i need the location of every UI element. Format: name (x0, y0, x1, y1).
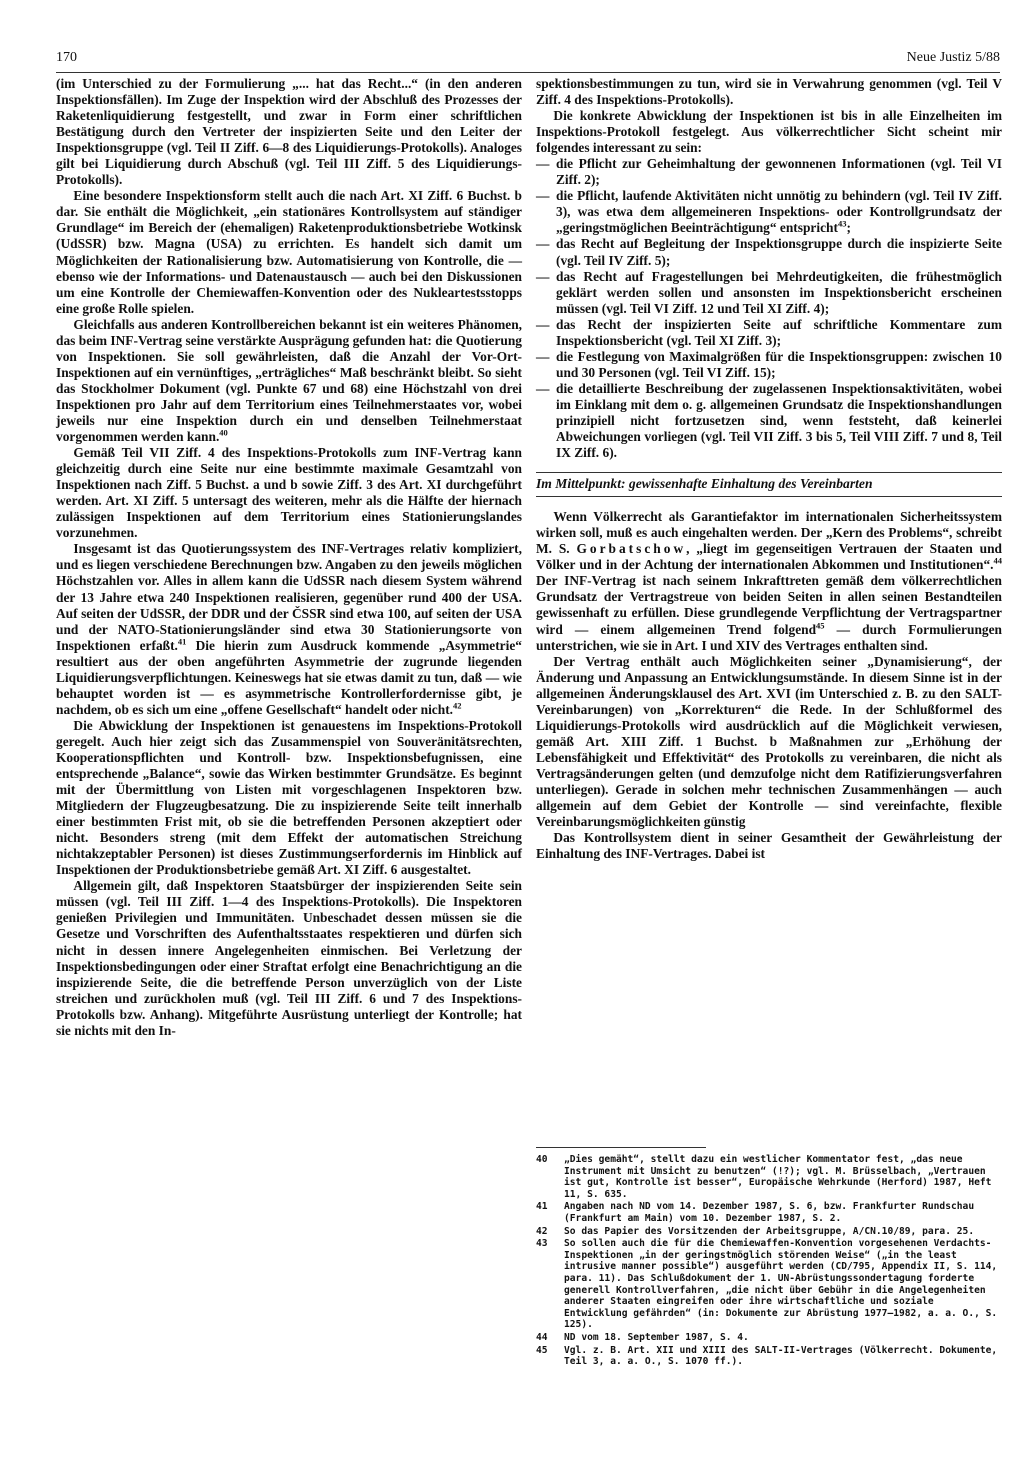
list-item: — die Pflicht, laufende Aktivitäten nicht unnötig zu behindern (vgl. Teil IV Ziff. 3), was etwa dem allgemeineren Inspektions- oder Kontrollgrundsatz der „geringstmöglichen Beeinträchtigung“ entspricht$^{43}$; (536, 188, 1002, 236)
paragraph: spektionsbestimmungen zu tun, wird sie in Verwahrung genommen (vgl. Teil V Ziff. 4 des Inspektions-Protokolls). (536, 76, 1002, 108)
footnote-text: Angaben nach ND vom 14. Dezember 1987, S. 6, bzw. Frankfurter Rundschau (Frankfurt am Main) vom 10. Dezember 1987, S. 2. (564, 1201, 975, 1224)
footnote-number: 40 (536, 1154, 548, 1165)
footnote-text: So das Papier des Vorsitzenden der Arbeitsgruppe, A/CN.10/89, para. 25. (564, 1225, 975, 1237)
footnote-number: 44 (536, 1331, 548, 1343)
paragraph: Die konkrete Abwicklung der Inspektionen ist bis in alle Einzelheiten im Inspektions-Protokoll festgelegt. Aus völkerrechtlicher Sicht scheint mir folgendes interessant zu sein: (536, 108, 1002, 156)
paragraph (536, 509, 1002, 653)
footnote-text: So sollen auch die für die Chemiewaffen-Konvention vorgesehenen Verdachts-Inspektionen „in der geringstmöglich störenden Weise“ („in the least intrusive manner possible“) ausgeführt werden (CD/795, Appendix II, S. 114, para. 11). Das Schlußdokument der 1. UN-Abrüstungssondertagung forderte generell Kontrollverfahren, „die nicht über Gebühr in die Angelegenheiten anderer Staaten eingreifen oder ihre wirtschaftliche und soziale Entwicklung gefährden“ (in: Dokumente zur Abrüstung 1977—1982, a. a. O., S. 125). (564, 1238, 998, 1331)
footnote (536, 1201, 1002, 1224)
footnote (536, 1345, 1002, 1368)
page-number: 170 (56, 50, 77, 65)
inspection-rights-list (536, 156, 1002, 461)
list-item: — die detaillierte Beschreibung der zugelassenen Inspektionsaktivitäten, wobei im Einklang mit dem o. g. allgemeinen Grundsatz die Inspektionshandlungen prinzipiell nicht fortzusetzen sind, wenn feststeht, daß keinerlei Abweichungen vorliegen (vgl. Teil VII Ziff. 3 bis 5, Teil VIII Ziff. 7 und 8, Teil IX Ziff. 6). (536, 381, 1002, 461)
journal-title: Neue Justiz 5/88 (906, 50, 1000, 65)
paragraph: Insgesamt ist das Quotierungssystem des INF-Vertrages relativ kompliziert, und es liegen verschiedene Berechnungen bzw. Angaben zu den jeweils möglichen Höchstzahlen vor. Alles in allem kann die UdSSR nach diesem System während der 13 Jahre etwa 240 Inspektionen realisieren, gegenüber rund 400 der USA. Auf seiten der UdSSR, der DDR und der ČSSR sind etwa 100, auf seiten der USA und der NATO-Stationierungsländer sind etwa 30 Stationierungsorte von Inspektionen erfaßt.$^{41}$ Die hierin zum Ausdruck kommende „Asymmetrie“ resultiert aus der oben angeführten Asymmetrie der zugrunde liegenden Liquidierungsverpflichtungen. Keineswegs hat sie etwas damit zu tun, daß — wie behauptet worden ist — es asymmetrische Kontrollerfordernisse gibt, je nachdem, ob es sich um eine „offene Gesellschaft“ handelt oder nicht.$^{42}$ (56, 541, 522, 717)
paragraph: Die Abwicklung der Inspektionen ist genauestens im Inspektions-Protokoll geregelt. Auch hier zeigt sich das Zusammenspiel von Souveränitätsrechten, Kooperationspflichten und Kontroll- bzw. Inspektionsbefugnissen, eine entsprechende „Balance“, sowie das Wirken bestimmter Grundsätze. Es beginnt mit der Übermittlung von Listen mit vorgeschlagenen Inspektoren bzw. Mitgliedern der Flugzeugbesatzung. Die zu inspizierende Seite teilt innerhalb einer bestimmten Frist mit, ob sie die betreffenden Personen akzeptiert oder nicht. Besonders streng (mit dem Effekt der automatischen Streichung nichtakzeptabler Personen) ist dieses Zustimmungserfordernis im Hinblick auf Inspektionen der Produktionsbetriebe gemäß Art. XI Ziff. 6 ausgestaltet. (56, 717, 522, 878)
footnote-ref: 42 (453, 700, 462, 711)
author-name: Gorbatschow (576, 541, 687, 557)
list-item: — die Pflicht zur Geheimhaltung der gewonnenen Informationen (vgl. Teil VI Ziff. 2); (536, 156, 1002, 188)
footnote-ref: 45 (816, 620, 825, 631)
paragraph: Eine besondere Inspektionsform stellt auch die nach Art. XI Ziff. 6 Buchst. b dar. Sie enthält die Möglichkeit, „ein stationäres Kontrollsystem auf ständiger Grundlage“ im Bereich der (ehemaligen) Raketenproduktionsbetriebe Wotkinsk (UdSSR) bzw. Magna (USA) zu errichten. Es handelt sich damit um Möglichkeiten der Rationalisierung bzw. Automatisierung von Kontrolle, die — ebenso wie der Informations- und Datenaustausch — auch bei den Diskussionen um eine Kontrolle der Chemiewaffen-Konvention oder des Nukleartestsstopps eine große Rolle spielen. (56, 188, 522, 316)
paragraph: Das Kontrollsystem dient in seiner Gesamtheit der Gewährleistung der Einhaltung des INF-Vertrages. Dabei ist (536, 830, 1002, 862)
section-heading: Im Mittelpunkt: gewissenhafte Einhaltung des Vereinbarten (536, 472, 1002, 497)
list-item: — das Recht auf Fragestellungen bei Mehrdeutigkeiten, die frühestmöglich geklärt werden sollen und ansonsten im Inspektionsbericht erscheinen müssen (vgl. Teil VI Ziff. 12 und Teil XI Ziff. 4); (536, 269, 1002, 317)
page-header (56, 50, 1000, 73)
left-column (56, 76, 522, 1039)
paragraph: Gleichfalls aus anderen Kontrollbereichen bekannt ist ein weiteres Phänomen, das beim INF-Vertrag seine verstärkte Ausprägung gefunden hat: die Quotierung von Inspektionen. Sie soll gewährleisten, daß die Anzahl der Vor-Ort-Inspektionen auf ein vernünftiges, „erträgliches“ Maß beschränkt bleibt. So sieht das Stockholmer Dokument (vgl. Punkte 67 und 68) eine Höchstzahl von drei Inspektionen pro Jahr auf dem Territorium eines Teilnehmerstaates vor, wobei jeweils nur eine Inspektion durch ein und denselben Teilnehmerstaat vorgenommen werden kann.$^{40}$ (56, 316, 522, 445)
right-column (536, 76, 1002, 862)
footnote-text: „Dies gemäht“, stellt dazu ein westlicher Kommentator fest, „das neue Instrument mit Umsicht zu benutzen“ (!?); vgl. M. Brüsselbach, „Vertrauen ist gut, Kontrolle ist besser“, Europäische Wehrkunde (Herford) 1987, Heft 11, S. 635. (564, 1154, 992, 1200)
paragraph: Allgemein gilt, daß Inspektoren Staatsbürger der inspizierenden Seite sein müssen (vgl. Teil III Ziff. 1—4 des Inspektions-Protokolls). Die Inspektoren genießen Privilegien und Immunitäten. Unbeschadet dessen müssen sie die Gesetze und Vorschriften des Aufenthaltsstaates respektieren und dürfen sich nicht in dessen innere Angelegenheiten einmischen. Bei Verletzung der Inspektionsbedingungen oder einer Straftat erfolgt eine Benachrichtigung an die inspizierende Seite, die die betreffende Person unverzüglich von der Liste streichen und zurückholen muß (vgl. Teil III Ziff. 6 und 7 des Inspektions-Protokolls bzw. Anhang). Mitgeführte Ausrüstung unterliegt der Kontrolle; hat sie nichts mit den In- (56, 878, 522, 1038)
footnote (536, 1226, 1002, 1238)
footnotes (536, 1147, 1002, 1369)
list-item: — die Festlegung von Maximalgrößen für die Inspektionsgruppen: zwischen 10 und 30 Personen (vgl. Teil VI Ziff. 15); (536, 349, 1002, 381)
footnote-text: ND vom 18. September 1987, S. 4. (564, 1331, 749, 1343)
paragraph: (im Unterschied zu der Formulierung „... hat das Recht...“ (in den anderen Inspektionsfällen). Im Zuge der Inspektion wird der Abschluß des Prozesses der Raketenliquidierung festgestellt, und zwar in Form einer schriftlichen Bestätigung durch den Vertreter der inspizierten Seite und den Leiter der Inspektionsgruppe (vgl. Teil II Ziff. 6—8 des Liquidierungs-Protokolls). Analoges gilt bei Liquidierung durch Abschuß (vgl. Teil III Ziff. 5 des Liquidierungs-Protokolls). (56, 76, 522, 188)
footnote (536, 1154, 1002, 1200)
list-item: — das Recht auf Begleitung der Inspektionsgruppe durch die inspizierte Seite (vgl. Teil IV Ziff. 5); (536, 236, 1002, 268)
footnote-number: 42 (536, 1225, 548, 1237)
text-run: Wenn Völkerrecht als Garantiefaktor im internationalen Sicherheitssystem wirken soll, muß es auch eingehalten werden. Der „Kern des Problems“, schreibt M. S. (536, 509, 1002, 557)
paragraph: Der Vertrag enthält auch Möglichkeiten seiner „Dynamisierung“, der Änderung und Anpassung an Entwicklungsumstände. In diesem Sinne ist in der allgemeinen Änderungsklausel des Art. XVI (im Unterschied z. B. zu den SALT-Vereinbarungen) von „Korrekturen“ die Rede. In der Schlußformel des Liquidierungs-Protokolls wird ausdrücklich auf die Möglichkeit verwiesen, gemäß Art. XIII Ziff. 1 Buchst. b Maßnahmen zur „Erhöhung der Lebensfähigkeit und Effektivität“ des Protokolls zu vereinbaren, die nicht als Vertragsänderungen gelten (und demzufolge nicht dem Ratifizierungsverfahren unterliegen). Gerade in solchen mehr technischen Zusammenhängen — auch allgemein auf dem Gebiet der Kontrolle — sind vereinfachte, flexible Vereinbarungsmöglichkeiten günstig (536, 653, 1002, 830)
footnote-number: 41 (536, 1201, 548, 1213)
text-run: , „liegt im gegenseitigen Vertrauen der Staaten und Völker und in der Achtung der internationalen Abkommen und Institutionen“.$^{44}$ Der INF-Vertrag ist nach seinem Inkrafttreten gemäß dem völkerrechtlichen Grundsatz der Vertragstreue von beiden Seiten in allen seinen Bestandteilen gewissenhaft zu erfüllen. Diese grundlegende Verpflichtung der Vertragspartner wird — einem allgemeinen Trend folgend$^{45}$ — durch Formulierungen unterstrichen, wie sie in Art. I und XIV des Vertrages enthalten sind. (536, 541, 1002, 653)
footnote (536, 1238, 1002, 1331)
footnote-number: 45 (536, 1344, 548, 1356)
paragraph: Gemäß Teil VII Ziff. 4 des Inspektions-Protokolls zum INF-Vertrag kann gleichzeitig durch eine Seite nur eine bestimmte maximale Gesamtzahl von Inspektionen nach Ziff. 5 Buchst. a und b sowie Ziff. 3 des Art. XI durchgeführt werden. Art. XI Ziff. 5 untersagt des weiteren, mehr als die Hälfte der hiernach zulässigen Inspektionen auf dem Territorium eines Stationierungslandes vorzunehmen. (56, 445, 522, 541)
footnote-text: Vgl. z. B. Art. XII und XIII des SALT-II-Vertrages (Völkerrecht. Dokumente, Teil 3, a. a. O., S. 1070 ff.). (564, 1344, 998, 1368)
footnote-ref: 40 (219, 427, 228, 438)
footnote-ref: 41 (177, 636, 187, 647)
footnote-divider (536, 1147, 706, 1148)
footnote-ref: 44 (993, 555, 1002, 566)
footnote-ref: 43 (837, 218, 847, 229)
list-item: — das Recht der inspizierten Seite auf schriftliche Kommentare zum Inspektionsbericht (vgl. Teil XI Ziff. 3); (536, 317, 1002, 349)
footnote-number: 43 (536, 1238, 548, 1250)
footnote (536, 1332, 1002, 1344)
